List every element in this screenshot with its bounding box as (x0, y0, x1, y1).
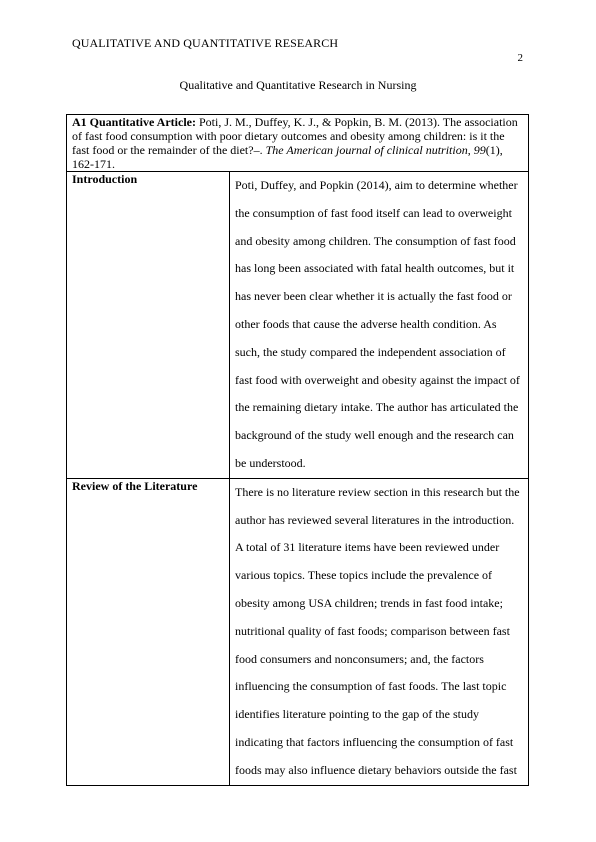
section-text-literature-review: There is no literature review section in this research but the author has reviewed several literatures in the introduction. A total of 31 literature items have been reviewed under various topics. These topics include the prevalence of obesity among USA children; trends in fast food intake; nutritional quality of fast foods; comparison between fast food consumers and nonconsumers; and, the factors influencing the consumption of fast foods. The last topic identifies literature pointing to the gap of the study indicating that factors influencing the consumption of fast foods may also influence dietary behaviors outside the fast (230, 478, 529, 785)
article-review-table (66, 114, 529, 786)
page-number: 2 (517, 52, 523, 64)
section-heading-literature-review: Review of the Literature (67, 478, 230, 785)
citation-row (67, 115, 529, 172)
citation-cell: A1 Quantitative Article: Poti, J. M., Duffey, K. J., & Popkin, B. M. (2013). The association of fast food consumption with poor dietary outcomes and obesity among children: is it the fast food or the remainder of the diet?–. The American journal of clinical nutrition, 99(1), 162-171. (67, 115, 529, 172)
citation-issue-pages: (1), 162-171. (72, 143, 503, 171)
article-label: A1 Quantitative Article: (72, 115, 196, 129)
section-text-introduction: Poti, Duffey, and Popkin (2014), aim to determine whether the consumption of fast food itself can lead to overweight and obesity among children. The consumption of fast food has long been associated with fatal health outcomes, but it has never been clear whether it is actually the fast food or other foods that cause the adverse health condition. As such, the study compared the independent association of fast food with overweight and obesity against the impact of the remaining dietary intake. The author has articulated the background of the study well enough and the research can be understood. (230, 172, 529, 479)
table-row (67, 172, 529, 479)
table-row (67, 478, 529, 785)
document-title: Qualitative and Quantitative Research in Nursing (179, 78, 417, 92)
citation-volume: 99 (473, 143, 486, 157)
citation-authors: Poti, J. M., Duffey, K. J., & Popkin, B. M. (2013). The association of fast food consumption with poor dietary outcomes and obesity among children: is it the fast food or the remainder of the diet?–. (72, 115, 518, 157)
section-heading-introduction: Introduction (67, 172, 230, 479)
running-head: QUALITATIVE AND QUANTITATIVE RESEARCH (72, 36, 339, 50)
citation-journal: The American journal of clinical nutrition (265, 143, 468, 157)
